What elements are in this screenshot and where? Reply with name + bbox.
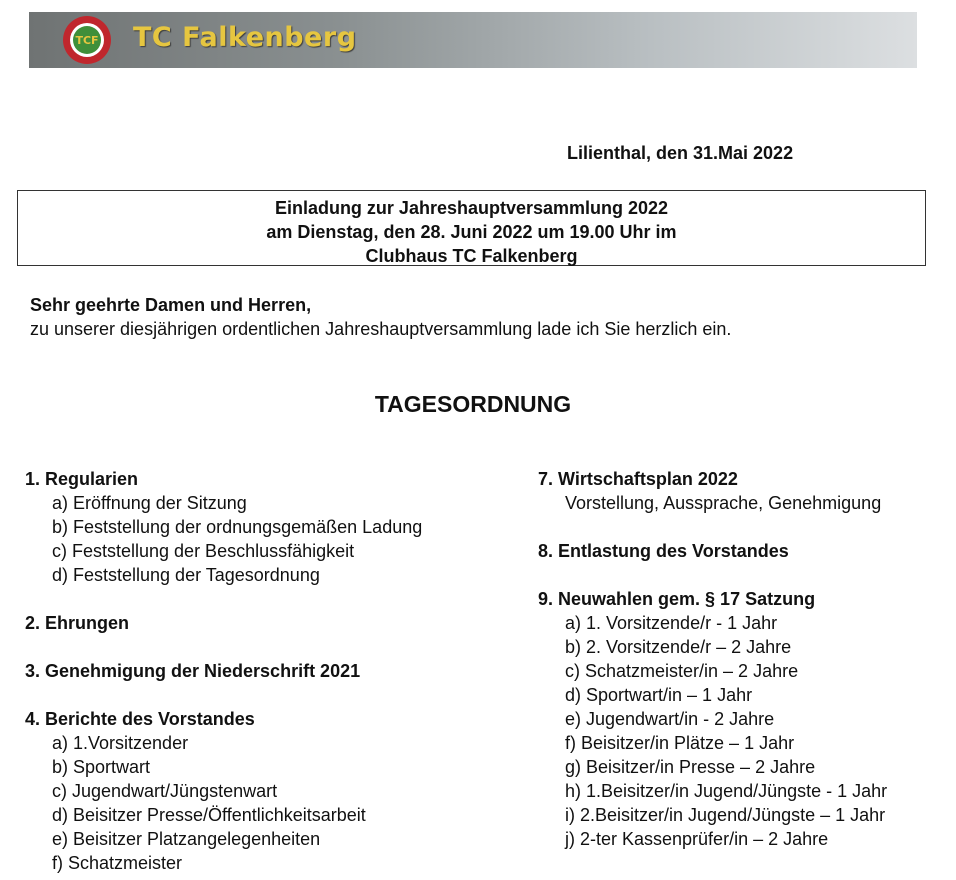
- spacer: [25, 587, 422, 611]
- invitation-line-3: Clubhaus TC Falkenberg: [365, 246, 578, 266]
- intro-text: zu unserer diesjährigen ordentlichen Jahreshauptversammlung lade ich Sie herzlich ein.: [30, 319, 732, 339]
- agenda-item-8-title: 8. Entlastung des Vorstandes: [538, 541, 789, 561]
- spacer: [25, 683, 422, 707]
- agenda-item-7-sub: Vorstellung, Aussprache, Genehmigung: [565, 493, 882, 513]
- agenda-item-9-sub: f) Beisitzer/in Plätze – 1 Jahr: [565, 733, 795, 753]
- agenda-item-9-sub: g) Beisitzer/in Presse – 2 Jahre: [565, 757, 816, 777]
- agenda-item-9-sub: d) Sportwart/in – 1 Jahr: [565, 685, 753, 705]
- agenda-title: TAGESORDNUNG: [374, 391, 572, 417]
- agenda-item-4-title: 4. Berichte des Vorstandes: [25, 709, 255, 729]
- header-banner: [29, 12, 917, 68]
- dateline: Lilienthal, den 31.Mai 2022: [567, 143, 794, 163]
- invitation-line-1: Einladung zur Jahreshauptversammlung 2022: [274, 198, 669, 218]
- club-name: TC Falkenberg: [133, 22, 357, 53]
- club-logo: [62, 15, 112, 65]
- agenda-item-1-title: 1. Regularien: [25, 469, 139, 489]
- agenda-right-column: [538, 467, 887, 851]
- agenda-item-9-sub: j) 2-ter Kassenprüfer/in – 2 Jahre: [565, 829, 829, 849]
- invitation-box: [17, 190, 926, 266]
- salutation: Sehr geehrte Damen und Herren,: [30, 295, 312, 315]
- agenda-left-column: [25, 467, 422, 875]
- agenda-item-9-sub: i) 2.Beisitzer/in Jugend/Jüngste – 1 Jahr: [565, 805, 886, 825]
- agenda-item-2-title: 2. Ehrungen: [25, 613, 130, 633]
- agenda-item-1-sub: d) Feststellung der Tagesordnung: [52, 565, 320, 585]
- spacer: [25, 635, 422, 659]
- agenda-item-3-title: 3. Genehmigung der Niederschrift 2021: [25, 661, 361, 681]
- spacer: [538, 515, 887, 539]
- agenda-item-4-sub: f) Schatzmeister: [52, 853, 183, 873]
- agenda-item-9-sub: a) 1. Vorsitzende/r - 1 Jahr: [565, 613, 778, 633]
- agenda-item-1-sub: a) Eröffnung der Sitzung: [52, 493, 247, 513]
- agenda-item-4-sub: e) Beisitzer Platzangelegenheiten: [52, 829, 321, 849]
- agenda-item-9-sub: c) Schatzmeister/in – 2 Jahre: [565, 661, 799, 681]
- agenda-item-4-sub: b) Sportwart: [52, 757, 151, 777]
- spacer: [538, 563, 887, 587]
- agenda-item-9-sub: e) Jugendwart/in - 2 Jahre: [565, 709, 775, 729]
- agenda-item-4-sub: a) 1.Vorsitzender: [52, 733, 189, 753]
- agenda-item-1-sub: b) Feststellung der ordnungsgemäßen Ladung: [52, 517, 423, 537]
- agenda-item-9-title: 9. Neuwahlen gem. § 17 Satzung: [538, 589, 816, 609]
- invitation-line-2: am Dienstag, den 28. Juni 2022 um 19.00 Uhr im: [266, 222, 677, 242]
- agenda-item-9-sub: h) 1.Beisitzer/in Jugend/Jüngste - 1 Jahr: [565, 781, 888, 801]
- agenda-item-9-sub: b) 2. Vorsitzende/r – 2 Jahre: [565, 637, 792, 657]
- agenda-item-4-sub: c) Jugendwart/Jüngstenwart: [52, 781, 278, 801]
- logo-monogram: TCF: [75, 34, 99, 47]
- agenda-item-7-title: 7. Wirtschaftsplan 2022: [538, 469, 738, 489]
- agenda-item-1-sub: c) Feststellung der Beschlussfähigkeit: [52, 541, 355, 561]
- agenda-item-4-sub: d) Beisitzer Presse/Öffentlichkeitsarbeit: [52, 805, 366, 825]
